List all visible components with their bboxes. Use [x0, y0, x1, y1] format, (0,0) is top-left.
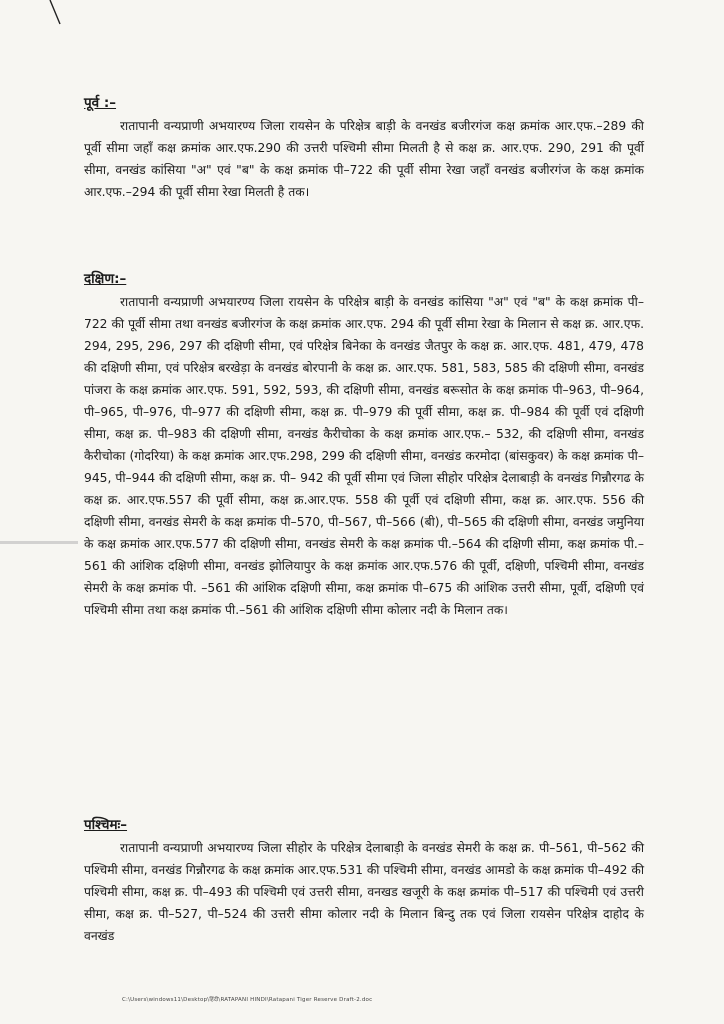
west-section — [84, 814, 644, 947]
scan-smudge — [0, 541, 78, 544]
pen-mark-decoration — [48, 0, 78, 26]
west-paragraph: रातापानी वन्यप्राणी अभयारण्य जिला सीहोर के परिक्षेत्र देलाबाड़ी के वनखंड सेमरी के कक्ष क्र. पी–561, पी–562 की पश्चिमी सीमा, वनखंड गिन्नौरगढ के कक्ष क्रमांक आर.एफ.531 की पश्चिमी सीमा, वनखंड आमडो के कक्ष क्रमांक पी–492 की पश्चिमी सीमा, कक्ष क्र. पी–493 की पश्चिमी एवं उत्तरी सीमा, वनखड खजूरी के कक्ष क्रमांक पी–517 की पश्चिमी एवं उत्तरी सीमा, कक्ष क्र. पी–527, पी–524 की उत्तरी सीमा कोलार नदी के मिलान बिन्दु तक एवं जिला रायसेन परिक्षेत्र दाहोद के वनखंड — [84, 841, 644, 943]
file-path-footer: C:\Users\windows11\Desktop\हिंदी\RATAPANI HINDI\Ratapani Tiger Reserve Draft-2.doc — [122, 997, 373, 1003]
east-paragraph: रातापानी वन्यप्राणी अभयारण्य जिला रायसेन के परिक्षेत्र बाड़ी के वनखंड बजीरगंज कक्ष क्रमांक आर.एफ.–289 की पूर्वी सीमा जहाँ कक्ष क्रमांक आर.एफ.290 की उत्तरी पश्चिमी सीमा मिलती है से कक्ष क्र. आर.एफ. 290, 291 की पूर्वी सीमा, वनखंड कांसिया "अ" एवं "ब" के कक्ष क्रमांक पी–722 की पूर्वी सीमा रेखा जहाँ वनखंड बजीरगंज के कक्ष क्रमांक आर.एफ.–294 की पूर्वी सीमा रेखा मिलती है तक। — [84, 119, 644, 199]
east-section — [84, 92, 644, 203]
south-paragraph: रातापानी वन्यप्राणी अभयारण्य जिला रायसेन के परिक्षेत्र बाड़ी के वनखंड कांसिया "अ" एवं "ब" के कक्ष क्रमांक पी–722 की पूर्वी सीमा तथा वनखंड बजीरगंज के कक्ष क्रमांक आर.एफ. 294 की पूर्वी सीमा रेखा के मिलान से कक्ष क्र. आर.एफ. 294, 295, 296, 297 की दक्षिणी सीमा, एवं परिक्षेत्र बिनेका के वनखंड जैतपुर के कक्ष क्र. आर.एफ. 481, 479, 478 की दक्षिणी सीमा, एवं परिक्षेत्र बरखेड़ा के वनखंड बोरपानी के कक्ष क्र. आर.एफ. 581, 583, 585 की दक्षिणी सीमा, वनखंड पांजरा के कक्ष क्रमांक आर.एफ. 591, 592, 593, की दक्षिणी सीमा, वनखंड बरूसोत के कक्ष क्रमांक पी–963, पी–964, पी–965, पी–976, पी–977 की दक्षिणी सीमा, कक्ष क्र. पी–979 की पूर्वी सीमा, कक्ष क्र. पी–984 की पूर्वी एवं दक्षिणी सीमा, कक्ष क्र. पी–983 की दक्षिणी सीमा, वनखंड कैरीचोका के कक्ष क्रमांक आर.एफ.– 532, की दक्षिणी सीमा, वनखंड कैरीचोका (गोदरिया) के कक्ष क्रमांक आर.एफ.298, 299 की दक्षिणी सीमा, वनखंड करमोदा (बांसकुवर) के कक्ष क्रमांक पी–945, पी–944 की दक्षिणी सीमा, कक्ष क्र. पी– 942 की पूर्वी सीमा एवं जिला सीहोर परिक्षेत्र देलाबाड़ी के वनखंड गिन्नौरगढ के कक्ष क्र. आर.एफ.557 की पूर्वी सीमा, कक्ष क्र.आर.एफ. 558 की पूर्वी एवं दक्षिणी सीमा, कक्ष क्र. आर.एफ. 556 की दक्षिणी सीमा, वनखंड सेमरी के कक्ष क्रमांक पी–570, पी–567, पी–566 (बी), पी–565 की दक्षिणी सीमा, वनखंड जमुनिया के कक्ष क्रमांक आर.एफ.577 की दक्षिणी सीमा, वनखंड सेमरी के कक्ष क्रमांक पी.–564 की दक्षिणी सीमा, कक्ष क्रमांक पी.–561 की आंशिक दक्षिणी सीमा, वनखंड झोलियापुर के कक्ष क्रमांक आर.एफ.576 की पूर्वी, दक्षिणी, पश्चिमी सीमा, वनखंड सेमरी के कक्ष क्रमांक पी. –561 की आंशिक दक्षिणी सीमा, कक्ष क्रमांक पी–675 की आंशिक उत्तरी सीमा, पूर्वी, दक्षिणी एवं पश्चिमी सीमा तथा कक्ष क्रमांक पी.–561 की आंशिक दक्षिणी सीमा कोलार नदी के मिलान तक। — [84, 295, 644, 617]
east-heading: पूर्व :– — [84, 95, 117, 111]
south-section — [84, 268, 644, 621]
south-heading: दक्षिण:– — [84, 271, 127, 287]
west-heading: पश्चिमः– — [84, 817, 128, 833]
